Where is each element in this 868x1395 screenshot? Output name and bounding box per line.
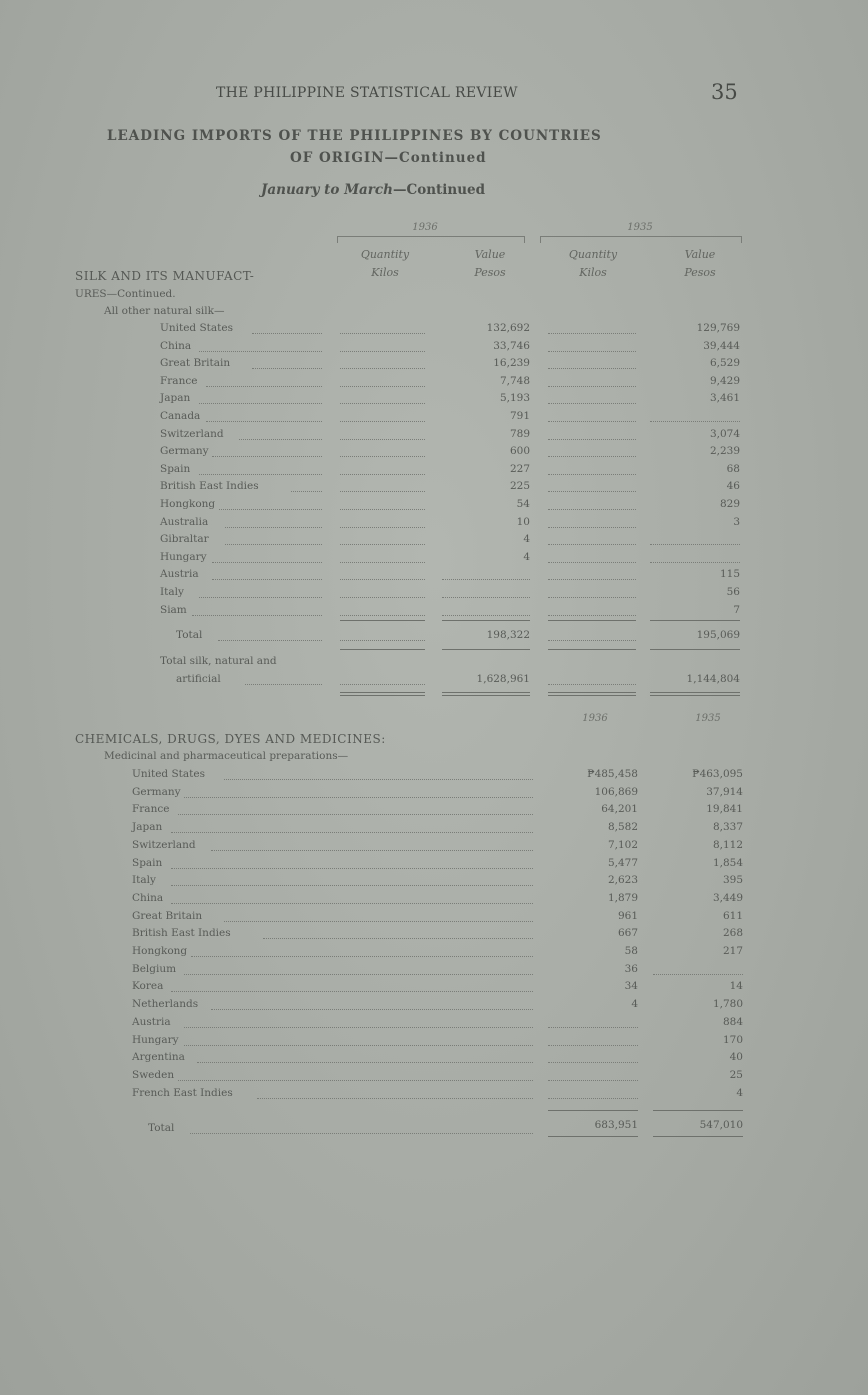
value-1936: 5,477 xyxy=(607,857,638,869)
value-1936: 58 xyxy=(624,945,638,957)
leader-dots xyxy=(548,1062,638,1063)
value-1936: 36 xyxy=(624,963,638,975)
value-1935: 46 xyxy=(726,480,740,492)
leader-dots xyxy=(548,1045,638,1046)
leader-dots xyxy=(225,527,322,528)
value-1936: 34 xyxy=(624,980,638,992)
leader-dots xyxy=(171,991,533,992)
country-label: French East Indies xyxy=(132,1087,233,1099)
value-1936: 106,869 xyxy=(594,786,638,798)
country-label: France xyxy=(160,375,198,387)
leader-dots xyxy=(239,439,322,440)
leader-dots xyxy=(548,527,636,528)
silk-total-label: Total xyxy=(176,629,203,641)
country-label: Great Britain xyxy=(132,910,203,922)
unit-pesos-1935: Pesos xyxy=(684,266,716,279)
leader-dots xyxy=(192,615,322,616)
table-row xyxy=(0,980,868,998)
value-1936: 1,879 xyxy=(607,892,638,904)
leader-dots xyxy=(650,562,740,563)
value-1935: 217 xyxy=(722,945,743,957)
table-row xyxy=(0,910,868,928)
country-label: Japan xyxy=(132,821,163,833)
country-label: China xyxy=(132,892,164,904)
country-label: Japan xyxy=(160,392,191,404)
value-1936: 132,692 xyxy=(486,322,530,334)
value-1935: 2,239 xyxy=(709,445,740,457)
value-1936: 791 xyxy=(509,410,530,422)
value-1936: 2,623 xyxy=(607,874,638,886)
chem-subsection: Medicinal and pharmaceutical preparations— xyxy=(104,750,349,762)
period-label xyxy=(261,182,485,198)
table-row xyxy=(0,445,868,463)
country-label: United States xyxy=(160,322,233,334)
grand-total-1936: 1,628,961 xyxy=(476,673,530,685)
value-1935: 395 xyxy=(722,874,743,886)
leader-dots xyxy=(171,868,533,869)
table-row xyxy=(0,998,868,1016)
value-1935: 884 xyxy=(722,1016,743,1028)
silk-total-1935: 195,069 xyxy=(696,629,740,641)
running-title: THE PHILIPPINE STATISTICAL REVIEW xyxy=(216,85,518,101)
leader-dots xyxy=(548,491,636,492)
leader-dots xyxy=(340,509,425,510)
country-label: Siam xyxy=(160,604,187,616)
rule-qty35 xyxy=(548,620,636,621)
table-row xyxy=(0,1034,868,1052)
table-row xyxy=(0,551,868,569)
table-row xyxy=(0,803,868,821)
silk-total-1936: 198,322 xyxy=(486,629,530,641)
chem-total-1936: 683,951 xyxy=(594,1119,638,1131)
value-1935: 3,074 xyxy=(709,428,740,440)
leader-dots xyxy=(340,597,425,598)
value-1935: 6,529 xyxy=(709,357,740,369)
table-row xyxy=(0,857,868,875)
leader-dots xyxy=(245,684,322,685)
silk-section-heading: SILK AND ITS MANUFACT- xyxy=(75,269,255,283)
country-label: Hungary xyxy=(160,551,207,563)
leader-dots xyxy=(184,1045,533,1046)
table-title-line1: LEADING IMPORTS OF THE PHILIPPINES BY COUNTRIES xyxy=(107,128,602,144)
value-1935: 56 xyxy=(726,586,740,598)
value-1935: 68 xyxy=(726,463,740,475)
leader-dots xyxy=(548,439,636,440)
value-1935: 115 xyxy=(719,568,740,580)
value-1935: 7 xyxy=(733,604,740,616)
leader-dots xyxy=(548,421,636,422)
country-label: Germany xyxy=(132,786,181,798)
chem-year-1935: 1935 xyxy=(695,713,721,724)
chem-section-heading: CHEMICALS, DRUGS, DYES AND MEDICINES: xyxy=(75,732,386,746)
country-label: Switzerland xyxy=(160,428,224,440)
value-1935: ₱463,095 xyxy=(692,768,743,780)
value-1936: 789 xyxy=(509,428,530,440)
unit-kilos-1935: Kilos xyxy=(579,266,607,279)
value-1935: 19,841 xyxy=(706,803,743,815)
leader-dots xyxy=(184,1027,533,1028)
leader-dots xyxy=(653,974,743,975)
leader-dots xyxy=(548,333,636,334)
table-row xyxy=(0,1069,868,1087)
rule xyxy=(653,1110,743,1111)
leader-dots xyxy=(171,885,533,886)
leader-dots xyxy=(340,456,425,457)
value-1936: 225 xyxy=(509,480,530,492)
rule xyxy=(653,1136,743,1137)
leader-dots xyxy=(340,439,425,440)
table-row xyxy=(0,892,868,910)
leader-dots xyxy=(442,579,530,580)
value-1936: 8,582 xyxy=(607,821,638,833)
value-1935: 25 xyxy=(729,1069,743,1081)
country-label: Belgium xyxy=(132,963,177,975)
table-row xyxy=(0,375,868,393)
rule-qty36 xyxy=(340,620,425,621)
leader-dots xyxy=(548,1027,638,1028)
table-row xyxy=(0,322,868,340)
table-row xyxy=(0,821,868,839)
country-label: Argentina xyxy=(132,1051,185,1063)
table-row xyxy=(0,516,868,534)
unit-pesos-1936: Pesos xyxy=(474,266,506,279)
country-label: Italy xyxy=(132,874,156,886)
leader-dots xyxy=(340,615,425,616)
country-label: Germany xyxy=(160,445,209,457)
rule xyxy=(340,692,425,693)
table-row xyxy=(0,1016,868,1034)
value-1935: 8,337 xyxy=(712,821,743,833)
rule xyxy=(442,649,530,650)
rule xyxy=(548,649,636,650)
table-row xyxy=(0,586,868,604)
country-label: Spain xyxy=(132,857,163,869)
value-1935: 9,429 xyxy=(709,375,740,387)
value-1935: 611 xyxy=(722,910,743,922)
leader-dots xyxy=(340,474,425,475)
table-row xyxy=(0,498,868,516)
year-header-1936: 1936 xyxy=(412,222,438,233)
period-italic: January to March xyxy=(261,182,393,198)
leader-dots xyxy=(548,1098,638,1099)
leader-dots xyxy=(199,403,322,404)
rule xyxy=(442,695,530,696)
country-label: Hongkong xyxy=(160,498,216,510)
table-row xyxy=(0,945,868,963)
table-row xyxy=(0,1087,868,1105)
leader-dots xyxy=(548,615,636,616)
rule-val36 xyxy=(442,620,530,621)
year-header-1935: 1935 xyxy=(627,222,653,233)
value-1935: 170 xyxy=(722,1034,743,1046)
rule xyxy=(548,692,636,693)
leader-dots xyxy=(548,640,636,641)
leader-dots xyxy=(340,491,425,492)
leader-dots xyxy=(171,903,533,904)
leader-dots xyxy=(199,474,322,475)
value-1936: 7,102 xyxy=(607,839,638,851)
country-label: Australia xyxy=(160,516,209,528)
leader-dots xyxy=(340,640,425,641)
leader-dots xyxy=(650,421,740,422)
value-1935: 37,914 xyxy=(706,786,743,798)
value-1936: 600 xyxy=(509,445,530,457)
value-1936: 961 xyxy=(617,910,638,922)
country-label: Netherlands xyxy=(132,998,199,1010)
value-1936: 64,201 xyxy=(601,803,638,815)
leader-dots xyxy=(257,1098,533,1099)
leader-dots xyxy=(340,368,425,369)
period-rest: —Continued xyxy=(392,182,486,198)
rule xyxy=(548,1136,638,1137)
value-1935: 1,854 xyxy=(712,857,743,869)
value-1935: 39,444 xyxy=(703,340,740,352)
silk-section-continued: URES—Continued. xyxy=(75,288,176,300)
leader-dots xyxy=(548,403,636,404)
value-1936: 16,239 xyxy=(493,357,530,369)
value-1936: 7,748 xyxy=(499,375,530,387)
table-row xyxy=(0,963,868,981)
table-row xyxy=(0,839,868,857)
leader-dots xyxy=(340,527,425,528)
leader-dots xyxy=(548,562,636,563)
table-row xyxy=(0,874,868,892)
leader-dots xyxy=(548,386,636,387)
country-label: Great Britain xyxy=(160,357,231,369)
leader-dots xyxy=(548,474,636,475)
value-1935: 4 xyxy=(736,1087,743,1099)
leader-dots xyxy=(219,509,322,510)
value-1935: 14 xyxy=(729,980,743,992)
rule xyxy=(340,649,425,650)
table-row xyxy=(0,1051,868,1069)
leader-dots xyxy=(178,814,533,815)
leader-dots xyxy=(224,921,533,922)
rule xyxy=(340,695,425,696)
table-row xyxy=(0,480,868,498)
leader-dots xyxy=(548,456,636,457)
country-label: Hongkong xyxy=(132,945,188,957)
value-1935: 40 xyxy=(729,1051,743,1063)
country-label: Austria xyxy=(160,568,199,580)
leader-dots xyxy=(206,386,322,387)
leader-dots xyxy=(548,351,636,352)
table-title-line2: OF ORIGIN—Continued xyxy=(290,150,487,166)
leader-dots xyxy=(548,509,636,510)
leader-dots xyxy=(184,797,533,798)
leader-dots xyxy=(184,974,533,975)
unit-kilos-1936: Kilos xyxy=(371,266,399,279)
rule xyxy=(442,692,530,693)
country-label: Austria xyxy=(132,1016,171,1028)
leader-dots xyxy=(171,832,533,833)
table-row xyxy=(0,463,868,481)
value-1935: 8,112 xyxy=(712,839,743,851)
chem-total-1935: 547,010 xyxy=(699,1119,743,1131)
rule xyxy=(650,649,740,650)
grand-total-label-line2: artificial xyxy=(176,673,221,685)
leader-dots xyxy=(178,1080,533,1081)
leader-dots xyxy=(340,544,425,545)
country-label: China xyxy=(160,340,192,352)
leader-dots xyxy=(340,684,425,685)
value-1935: 268 xyxy=(722,927,743,939)
country-label: Sweden xyxy=(132,1069,175,1081)
country-label: British East Indies xyxy=(160,480,259,492)
value-1936: 10 xyxy=(516,516,530,528)
country-label: Hungary xyxy=(132,1034,179,1046)
rule-val35 xyxy=(650,620,740,621)
grand-total-1935: 1,144,804 xyxy=(686,673,740,685)
value-1936: 33,746 xyxy=(493,340,530,352)
value-1935: 829 xyxy=(719,498,740,510)
table-row xyxy=(0,340,868,358)
value-1935: 3,449 xyxy=(712,892,743,904)
country-label: Korea xyxy=(132,980,164,992)
table-row xyxy=(0,392,868,410)
table-row xyxy=(0,357,868,375)
chem-year-1936: 1936 xyxy=(582,713,608,724)
page-number: 35 xyxy=(711,80,738,104)
year-brace-1935 xyxy=(540,236,742,243)
leader-dots xyxy=(340,386,425,387)
country-label: Italy xyxy=(160,586,184,598)
country-label: British East Indies xyxy=(132,927,231,939)
leader-dots xyxy=(340,333,425,334)
rule xyxy=(548,1110,638,1111)
rule xyxy=(650,692,740,693)
country-label: Gibraltar xyxy=(160,533,209,545)
country-label: Spain xyxy=(160,463,191,475)
rule xyxy=(548,695,636,696)
leader-dots xyxy=(212,579,322,580)
value-1935: 129,769 xyxy=(696,322,740,334)
value-1935: 3 xyxy=(733,516,740,528)
leader-dots xyxy=(340,403,425,404)
value-1936: ₱485,458 xyxy=(587,768,638,780)
silk-subsection: All other natural silk— xyxy=(104,305,225,317)
leader-dots xyxy=(191,956,533,957)
leader-dots xyxy=(199,351,322,352)
rule xyxy=(650,695,740,696)
leader-dots xyxy=(225,544,322,545)
col-value-1936: Value xyxy=(474,248,506,261)
leader-dots xyxy=(206,421,322,422)
table-row xyxy=(0,786,868,804)
leader-dots xyxy=(190,1133,533,1134)
col-quantity-1935: Quantity xyxy=(568,248,618,261)
value-1935: 3,461 xyxy=(709,392,740,404)
leader-dots xyxy=(548,579,636,580)
table-row xyxy=(0,533,868,551)
leader-dots xyxy=(212,562,322,563)
leader-dots xyxy=(548,1080,638,1081)
leader-dots xyxy=(548,597,636,598)
value-1935: 1,780 xyxy=(712,998,743,1010)
leader-dots xyxy=(340,351,425,352)
leader-dots xyxy=(548,684,636,685)
value-1936: 667 xyxy=(617,927,638,939)
value-1936: 4 xyxy=(523,551,530,563)
leader-dots xyxy=(218,640,322,641)
leader-dots xyxy=(650,544,740,545)
country-label: Switzerland xyxy=(132,839,196,851)
value-1936: 5,193 xyxy=(499,392,530,404)
value-1936: 227 xyxy=(509,463,530,475)
leader-dots xyxy=(340,421,425,422)
leader-dots xyxy=(291,491,322,492)
leader-dots xyxy=(252,368,322,369)
country-label: United States xyxy=(132,768,205,780)
chem-total-label: Total xyxy=(148,1122,175,1134)
leader-dots xyxy=(212,456,322,457)
leader-dots xyxy=(263,938,533,939)
grand-total-label-line1: Total silk, natural and xyxy=(160,655,277,667)
leader-dots xyxy=(211,1009,533,1010)
country-label: France xyxy=(132,803,170,815)
leader-dots xyxy=(211,850,533,851)
table-row xyxy=(0,568,868,586)
value-1936: 4 xyxy=(631,998,638,1010)
leader-dots xyxy=(548,368,636,369)
table-row xyxy=(0,927,868,945)
country-label: Canada xyxy=(160,410,201,422)
value-1936: 4 xyxy=(523,533,530,545)
leader-dots xyxy=(442,615,530,616)
col-value-1935: Value xyxy=(684,248,716,261)
leader-dots xyxy=(340,562,425,563)
table-row xyxy=(0,768,868,786)
leader-dots xyxy=(442,597,530,598)
table-row xyxy=(0,428,868,446)
col-quantity-1936: Quantity xyxy=(360,248,410,261)
leader-dots xyxy=(252,333,322,334)
table-row xyxy=(0,410,868,428)
leader-dots xyxy=(199,597,322,598)
leader-dots xyxy=(224,779,533,780)
value-1936: 54 xyxy=(516,498,530,510)
year-brace-1936 xyxy=(337,236,525,243)
leader-dots xyxy=(197,1062,533,1063)
leader-dots xyxy=(548,544,636,545)
leader-dots xyxy=(340,579,425,580)
